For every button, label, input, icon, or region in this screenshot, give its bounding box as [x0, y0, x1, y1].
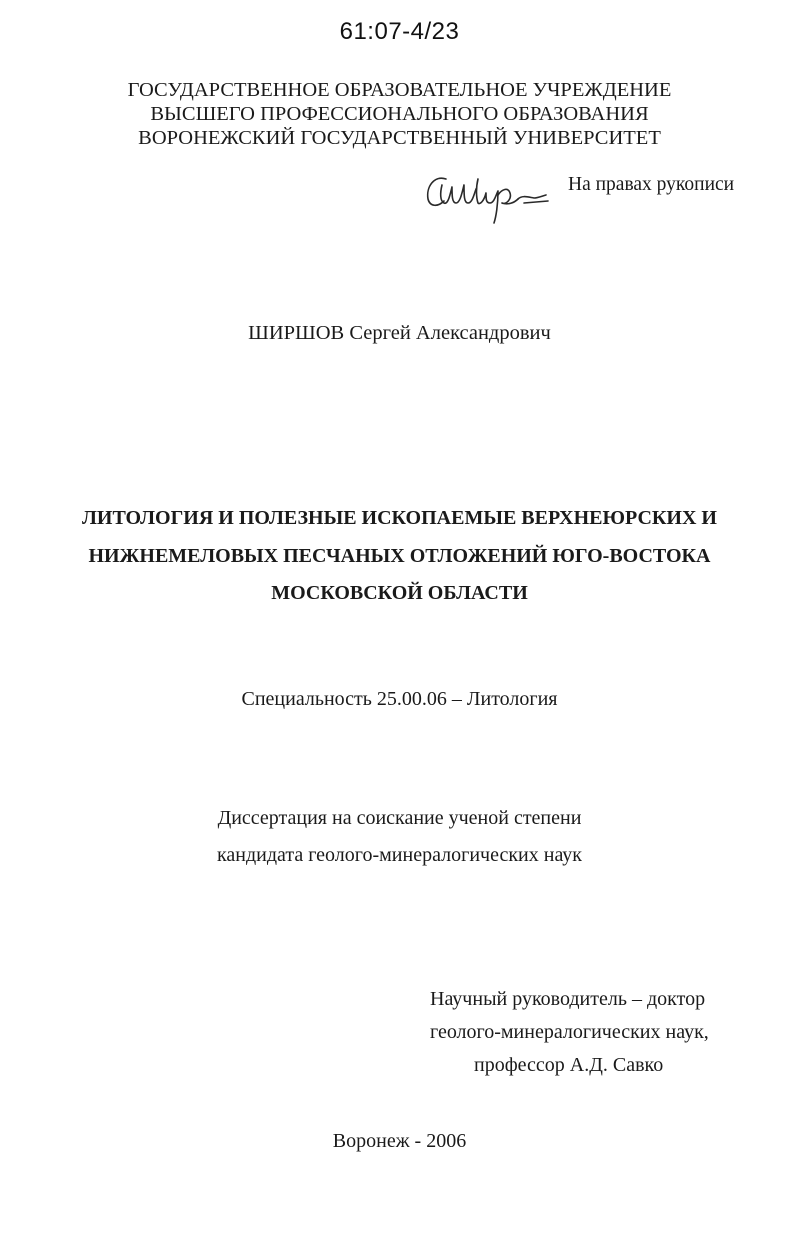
institution-header — [0, 78, 799, 150]
institution-line-1: ГОСУДАРСТВЕННОЕ ОБРАЗОВАТЕЛЬНОЕ УЧРЕЖДЕНИЕ — [127, 79, 672, 101]
supervisor-line-3: профессор А.Д. Савко — [474, 1054, 664, 1076]
supervisor-block — [430, 983, 730, 1082]
degree-statement — [0, 800, 799, 874]
degree-line-2: кандидата геолого-минералогических наук — [216, 844, 583, 866]
city-year: Воронеж - 2006 — [332, 1130, 467, 1152]
dissertation-title — [0, 500, 799, 613]
institution-line-2: ВЫСШЕГО ПРОФЕССИОНАЛЬНОГО ОБРАЗОВАНИЯ — [150, 103, 649, 125]
specialty: Специальность 25.00.06 – Литология — [241, 688, 558, 710]
title-line-3: МОСКОВСКОЙ ОБЛАСТИ — [271, 582, 528, 604]
handwritten-signature — [424, 165, 552, 227]
signature-graphic — [424, 165, 552, 227]
rights-note: На правах рукописи — [568, 174, 735, 195]
stamp-code: 61:07-4/23 — [339, 18, 460, 45]
supervisor-line-1: Научный руководитель – доктор — [430, 988, 706, 1010]
title-line-1: ЛИТОЛОГИЯ И ПОЛЕЗНЫЕ ИСКОПАЕМЫЕ ВЕРХНЕЮРСКИХ И — [82, 507, 717, 529]
supervisor-line-2: геолого-минералогических наук, — [430, 1021, 709, 1043]
institution-line-3: ВОРОНЕЖСКИЙ ГОСУДАРСТВЕННЫЙ УНИВЕРСИТЕТ — [138, 127, 661, 149]
author-name: ШИРШОВ Сергей Александрович — [248, 322, 551, 344]
title-line-2: НИЖНЕМЕЛОВЫХ ПЕСЧАНЫХ ОТЛОЖЕНИЙ ЮГО-ВОСТОКА — [88, 544, 711, 567]
degree-line-1: Диссертация на соискание ученой степени — [217, 807, 582, 829]
